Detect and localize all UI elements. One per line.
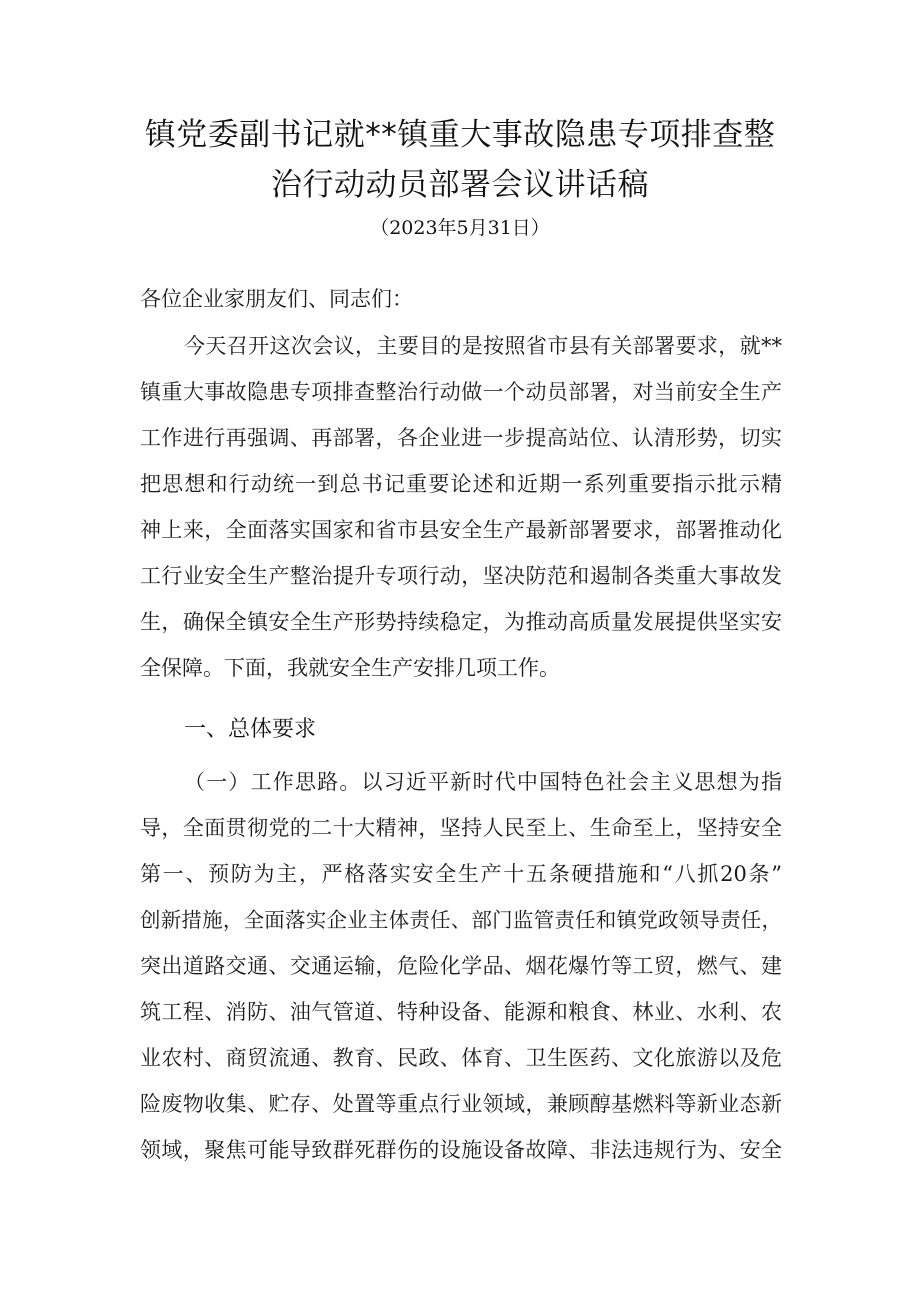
intro-line-3: 工作进行再强调、再部署，各企业进一步提高站位、认清形势，切实 [140, 426, 782, 450]
section1-line-9: 领域，聚焦可能导致群死群伤的设施设备故障、非法违规行为、安全 [140, 1138, 782, 1162]
intro-line-7: 生，确保全镇安全生产形势持续稳定，为推动高质量发展提供坚实安 [140, 610, 782, 634]
section1-line-6: 筑工程、消防、油气管道、特种设备、能源和粮食、林业、水利、农 [140, 1000, 782, 1024]
intro-line-2: 镇重大事故隐患专项排查整治行动做一个动员部署，对当前安全生产 [140, 380, 782, 404]
section1-line-4: 创新措施，全面落实企业主体责任、部门监管责任和镇党政领导责任， [140, 908, 782, 932]
intro-line-6: 工行业安全生产整治提升专项行动，坚决防范和遏制各类重大事故发 [140, 564, 782, 588]
section1-line-1: （一）工作思路。以习近平新时代中国特色社会主义思想为指 [184, 770, 782, 794]
section1-line-8: 险废物收集、贮存、处置等重点行业领域，兼顾醇基燃料等新业态新 [140, 1092, 782, 1116]
section1-line-7: 业农村、商贸流通、教育、民政、体育、卫生医药、文化旅游以及危 [140, 1046, 782, 1070]
intro-line-8: 全保障。下面，我就安全生产安排几项工作。 [140, 656, 560, 680]
salutation: 各位企业家朋友们、同志们： [140, 287, 413, 311]
document-title-line-1: 镇党委副书记就**镇重大事故隐患专项排查整 [144, 117, 776, 153]
intro-line-5: 神上来，全面落实国家和省市县安全生产最新部署要求，部署推动化 [140, 518, 782, 542]
intro-line-1: 今天召开这次会议，主要目的是按照省市县有关部署要求，就** [184, 334, 782, 358]
section1-line-2: 导，全面贯彻党的二十大精神，坚持人民至上、生命至上，坚持安全 [140, 816, 782, 840]
section1-line-3: 第一、预防为主，严格落实安全生产十五条硬措施和“八抓20条” [140, 862, 782, 886]
intro-line-4: 把思想和行动统一到总书记重要论述和近期一系列重要指示批示精 [140, 472, 782, 496]
document-date: （2023年5月31日） [370, 217, 550, 239]
document-title-line-2: 治行动动员部署会议讲话稿 [271, 167, 649, 203]
section1-line-5: 突出道路交通、交通运输，危险化学品、烟花爆竹等工贸，燃气、建 [140, 954, 782, 978]
section-heading-general-requirements: 一、总体要求 [184, 717, 317, 742]
